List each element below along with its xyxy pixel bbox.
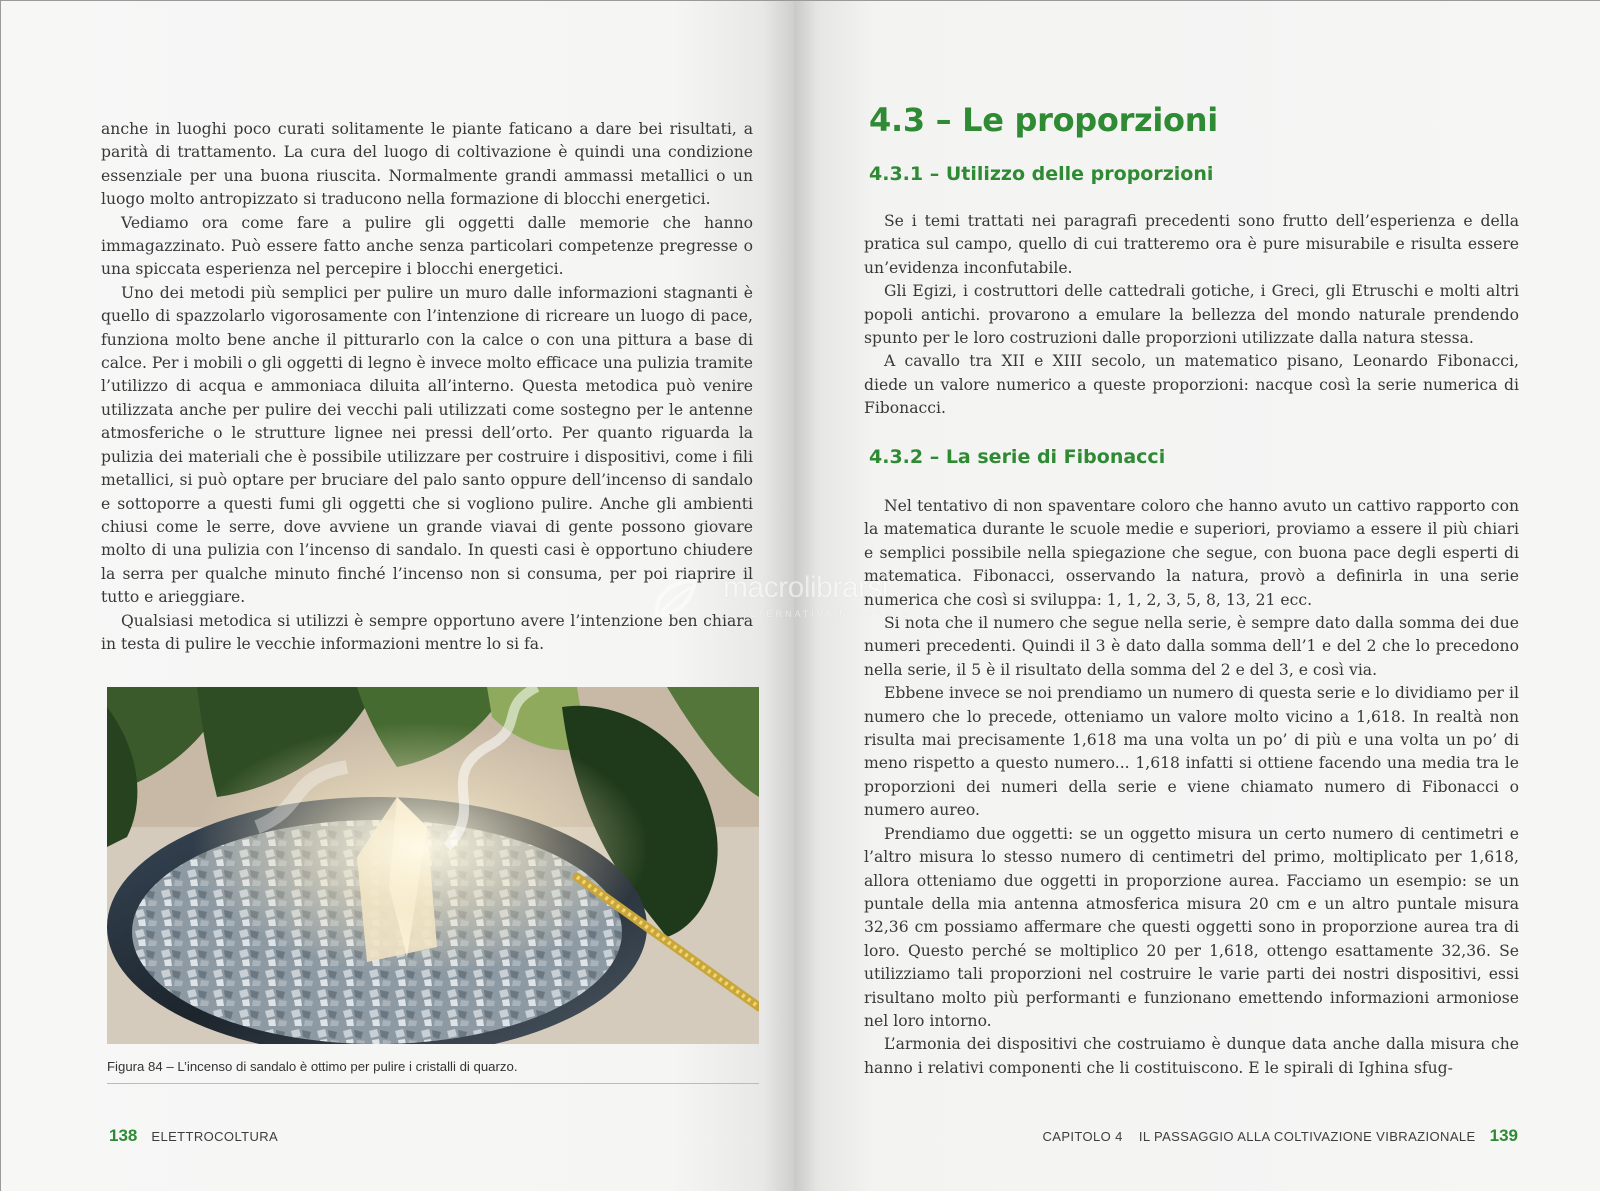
right-page: [794, 1, 1600, 1191]
subsection-title: 4.3.2 – La serie di Fibonacci: [869, 446, 1166, 468]
watermark-tagline: L'ALTERNATIVA NATURALE: [729, 609, 911, 619]
paragraph: A cavallo tra XII e XIII secolo, un matematico pisano, Leonardo Fibonacci, diede un valore numerico a queste proporzioni: nacque così la serie numerica di Fibonacci.: [864, 352, 1519, 418]
paragraph: Qualsiasi metodica si utilizzi è sempre opportuno avere l’intenzione ben chiara in testa di pulire le vecchie informazioni mentre lo si fa.: [101, 611, 753, 653]
subsection-1-body: [864, 210, 1519, 421]
paragraph: Si nota che il numero che segue nella serie, è sempre dato dalla somma dei due numeri precedenti. Quindi il 3 è dato dalla somma dell’1 e del 2 che lo precedono nella serie, il 5 è il risultato della somma del 2 e del 3, e così via.: [864, 614, 1519, 679]
paragraph: Gli Egizi, i costruttori delle cattedrali gotiche, i Greci, gli Etruschi e molti altri popoli antichi. provarono a emulare la bellezza del mondo naturale prendendo spunto per le loro costruzioni dalle proporzioni utilizzate dalla natura stessa.: [864, 282, 1519, 348]
right-page-footer: [1042, 1126, 1518, 1146]
running-head-title: IL PASSAGGIO ALLA COLTIVAZIONE VIBRAZIONALE: [1138, 1129, 1476, 1144]
paragraph: Nel tentativo di non spaventare coloro che hanno avuto un cattivo rapporto con la matematica durante le scuole medie e superiori, proviamo a essere il più chiari e semplici possibile nella spiegazione che segue, con buona pace degli esperti di matematica. Fibonacci, osservando la natura, provò a definirla in una serie numerica che così si sviluppa: 1, 1, 2, 3, 5, 8, 13, 21 ecc.: [864, 497, 1519, 609]
left-page-footer: [109, 1126, 278, 1146]
paragraph: Vediamo ora come fare a pulire gli oggetti dalle memorie che hanno immagazzinato. Può essere fatto anche senza particolari competenze pregresse o una spiccata esperienza nel percepire i blocchi energetici.: [101, 213, 753, 279]
running-head: ELETTROCOLTURA: [151, 1129, 279, 1144]
left-page-body: [101, 118, 753, 656]
incense-crystal-photo: [107, 687, 759, 1044]
figure-caption: Figura 84 – L’incenso di sandalo è ottimo per pulire i cristalli di quarzo.: [107, 1059, 759, 1084]
paragraph: Uno dei metodi più semplici per pulire un muro dalle informazioni stagnanti è quello di spazzolarlo vigorosamente con l’intenzione di ricreare un luogo di pace, funziona molto bene anche il pitturarlo con la calce o con una pittura a base di calce. Per i mobili o gli oggetti di legno è invece molto efficace una pulizia tramite l’utilizzo di acqua e ammoniaca diluita all’interno. Questa metodica può venire utilizzata anche per pulire dei vecchi pali utilizzati come sostegno per le antenne atmosferiche o le strutture lignee nei pressi dell’orto. Per quanto riguarda la pulizia dei materiali che è possibile utilizzare per costruire i dispositivi, come i fili metallici, si può optare per bruciare del palo santo oppure dell’incenso di sandalo e sottoporre a questi fumi gli oggetti che si vogliono pulire. Anche gli ambienti chiusi come le serre, dove avviene un grande viavai di gente possono giovare molto di una pulizia con l’incenso di sandalo. In questi casi è opportuno chiudere la serra per qualche minuto finché l’incenso non si consuma, per poi riaprire il tutto e arieggiare.: [101, 283, 753, 607]
paragraph: Se i temi trattati nei paragrafi precedenti sono frutto dell’esperienza e della pratica sul campo, quello di cui tratteremo ora è pure misurabile e risulta essere un’evidenza inconfutabile.: [864, 212, 1519, 277]
page-number: 139: [1489, 1126, 1518, 1145]
watermark-brand: macrolibrarsi: [723, 571, 889, 604]
subsection-2-body: [864, 495, 1519, 1080]
page-number: 138: [109, 1126, 138, 1145]
paragraph: anche in luoghi poco curati solitamente le piante faticano a dare bei risultati, a parità di trattamento. La cura del luogo di coltivazione è quindi una condizione essenziale per una buona riuscita. Normalmente grandi ammassi metallici o un luogo molto antropizzato si traducono nella formazione di blocchi energetici.: [101, 120, 753, 209]
left-page: [1, 1, 794, 1191]
running-head-chapter: CAPITOLO 4: [1042, 1129, 1123, 1144]
paragraph: Prendiamo due oggetti: se un oggetto misura un certo numero di centimetri e l’altro misura lo stesso numero di centimetri del primo, moltiplicato per 1,618, allora otteniamo due oggetti in proporzione aurea. Facciamo un esempio: se un puntale della mia antenna atmosferica misura 20 cm e un altro puntale misura 32,36 cm possiamo affermare che questi oggetti sono in proporzione aurea tra di loro. Questo perché se moltiplico 20 per 1,618, ottengo esattamente 32,36. Se utilizziamo tali proporzioni nel costruire le varie parti dei nostri dispositivi, essi risultano molto più performanti e funzionano emettendo informazioni armoniose nel loro intorno.: [864, 824, 1519, 1030]
paragraph: Ebbene invece se noi prendiamo un numero di questa serie e lo dividiamo per il numero che lo precede, otteniamo un valore molto vicino a 1,618. In realtà non risulta mai precisamente 1,618 ma una volta un po’ di più e una volta un po’ di meno rispetto a questo numero... 1,618 infatti si ottiene facendo una media tra le proporzioni dei numeri della serie e viene chiamato numero di Fibonacci o numero aureo.: [864, 684, 1519, 820]
section-title: 4.3 – Le proporzioni: [869, 101, 1218, 139]
subsection-title: 4.3.1 – Utilizzo delle proporzioni: [869, 163, 1214, 185]
paragraph: L’armonia dei dispositivi che costruiamo è dunque data anche dalla misura che hanno i relativi componenti che li costituiscono. E le spirali di Ighina sfug-: [864, 1035, 1519, 1077]
